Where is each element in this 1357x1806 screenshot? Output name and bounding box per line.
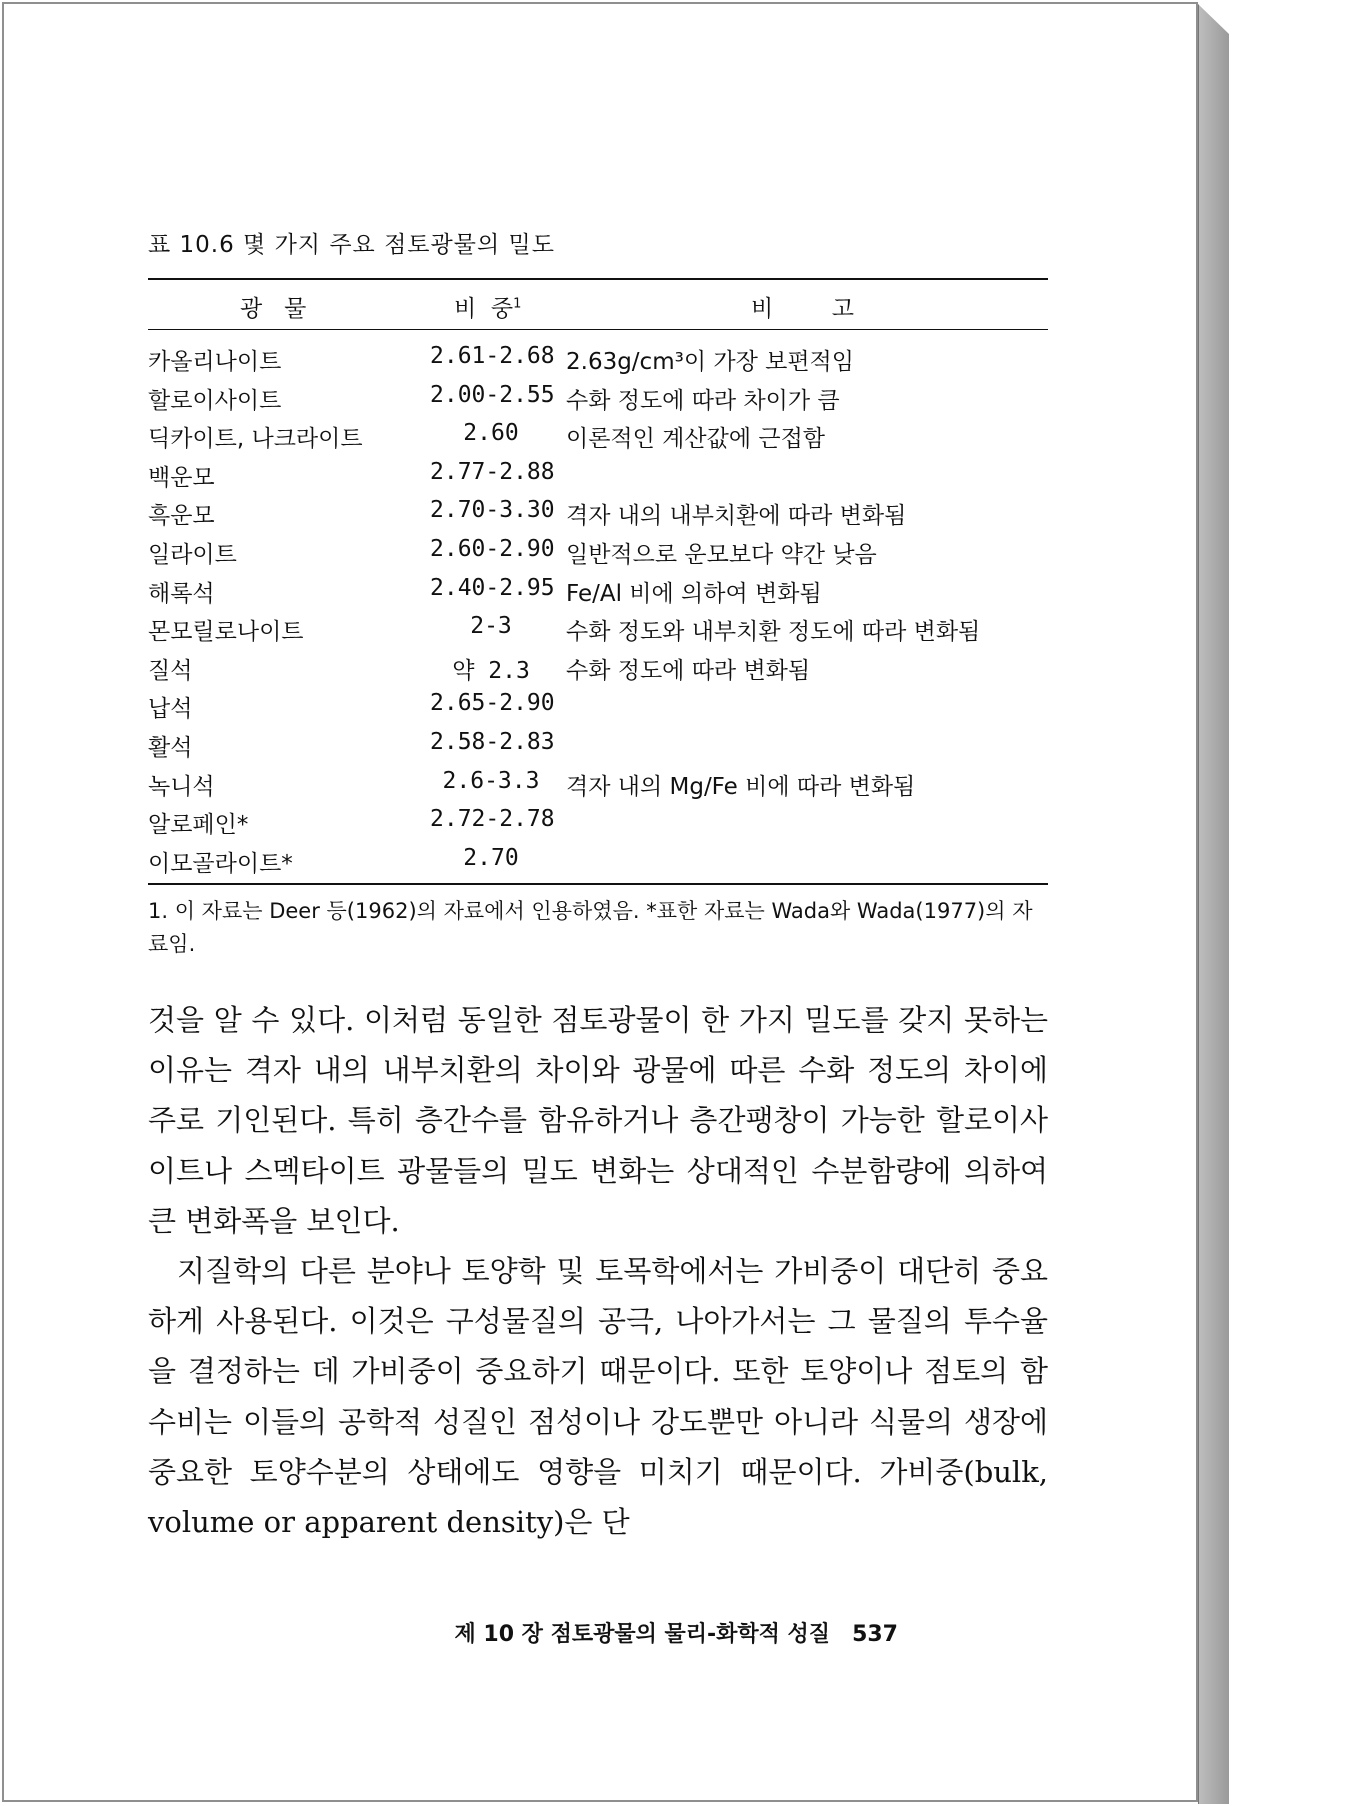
header-mineral: 광 물 bbox=[240, 296, 307, 322]
cell-remarks: 수화 정도에 따라 변화됨 bbox=[566, 657, 811, 684]
table-row bbox=[148, 572, 1048, 611]
cell-mineral: 카올리나이트 bbox=[148, 349, 282, 375]
cell-gravity: 2.70 bbox=[463, 844, 519, 871]
paragraph: 것을 알 수 있다. 이처럼 동일한 점토광물이 한 가지 밀도를 갖지 못하는 이유는 격자 내의 내부치환의 차이와 광물에 따른 수화 정도의 차이에 주로 기인된다. 특히 층간수를 함유하거나 층간팽창이 가능한 할로이사이트나 스멕타이트 광물들의 밀도 변화는 상대적인 수분함량에 의하여 큰 변화폭을 보인다. bbox=[148, 1003, 1048, 1238]
table-body bbox=[148, 340, 1048, 880]
cell-mineral: 해록석 bbox=[148, 580, 215, 607]
page-edge-shadow bbox=[1198, 4, 1229, 1804]
table-row bbox=[148, 417, 1048, 456]
table-row bbox=[148, 765, 1048, 804]
cell-gravity: 2.65-2.90 bbox=[430, 690, 555, 717]
cell-gravity: 2.61-2.68 bbox=[430, 343, 555, 369]
table-row bbox=[148, 533, 1048, 572]
table-row bbox=[148, 379, 1048, 418]
table-row bbox=[148, 687, 1048, 726]
table-row bbox=[148, 494, 1048, 533]
table-header-rule bbox=[148, 329, 1048, 330]
header-gravity-label: 비 중 bbox=[454, 296, 514, 322]
cell-mineral: 녹니석 bbox=[148, 773, 215, 800]
table-top-rule bbox=[148, 278, 1048, 280]
table-row bbox=[148, 842, 1048, 881]
cell-remarks: 수화 정도와 내부치환 정도에 따라 변화됨 bbox=[566, 619, 981, 646]
cell-mineral: 딕카이트, 나크라이트 bbox=[148, 426, 363, 453]
header-gravity-footnote-mark: 1 bbox=[513, 296, 522, 312]
cell-remarks: 수화 정도에 따라 차이가 큼 bbox=[566, 387, 840, 414]
cell-gravity: 2.60-2.90 bbox=[430, 535, 555, 562]
header-gravity bbox=[454, 290, 521, 323]
table-row bbox=[148, 610, 1048, 649]
cell-mineral: 질석 bbox=[148, 657, 193, 684]
cell-gravity: 2.60 bbox=[463, 420, 519, 447]
table-bottom-rule bbox=[148, 883, 1048, 885]
cell-mineral: 흑운모 bbox=[148, 503, 215, 530]
chapter-title: 제 10 장 점토광물의 물리-화학적 성질 bbox=[454, 1622, 831, 1647]
cell-gravity: 2.40-2.95 bbox=[430, 574, 555, 601]
table-row bbox=[148, 456, 1048, 495]
cell-remarks: 격자 내의 내부치환에 따라 변화됨 bbox=[566, 503, 907, 530]
cell-gravity: 2.58-2.83 bbox=[430, 728, 555, 755]
cell-gravity: 약 2.3 bbox=[452, 657, 530, 684]
header-remarks: 비 고 bbox=[751, 296, 854, 322]
table-row bbox=[148, 803, 1048, 842]
table-row bbox=[148, 726, 1048, 765]
page-number: 537 bbox=[852, 1622, 898, 1647]
running-footer bbox=[358, 1617, 898, 1648]
cell-mineral: 알로페인* bbox=[148, 812, 249, 839]
cell-gravity: 2.00-2.55 bbox=[430, 381, 555, 408]
cell-gravity: 2.72-2.78 bbox=[430, 806, 555, 833]
body-text bbox=[148, 995, 1048, 1547]
table-row bbox=[148, 340, 1048, 379]
paragraph: 지질학의 다른 분야나 토양학 및 토목학에서는 가비중이 대단히 중요하게 사용된다. 이것은 구성물질의 공극, 나아가서는 그 물질의 투수율을 결정하는 데 가비중이 중요하기 때문이다. 또한 토양이나 점토의 함수비는 이들의 공학적 성질인 점성이나 강도뿐만 아니라 식물의 생장에 중요한 토양수분의 상태에도 영향을 미치기 때문이다. 가비중(bulk, volume or apparent density)은 단 bbox=[148, 1254, 1048, 1540]
cell-mineral: 몬모릴로나이트 bbox=[148, 619, 304, 646]
cell-mineral: 할로이사이트 bbox=[148, 387, 282, 414]
cell-remarks: 이론적인 계산값에 근접함 bbox=[566, 426, 826, 453]
cell-remarks: Fe/Al 비에 의하여 변화됨 bbox=[566, 580, 822, 607]
cell-gravity: 2.70-3.30 bbox=[430, 497, 555, 524]
cell-mineral: 납석 bbox=[148, 696, 193, 723]
cell-remarks: 일반적으로 운모보다 약간 낮음 bbox=[566, 541, 877, 568]
table-footnote: 1. 이 자료는 Deer 등(1962)의 자료에서 인용하였음. *표한 자료는 Wada와 Wada(1977)의 자료임. bbox=[148, 899, 1033, 956]
cell-remarks: 2.63g/cm³이 가장 보편적임 bbox=[566, 349, 854, 375]
table-title: 표 10.6 몇 가지 주요 점토광물의 밀도 bbox=[148, 232, 555, 258]
cell-remarks: 격자 내의 Mg/Fe 비에 따라 변화됨 bbox=[566, 773, 916, 800]
cell-gravity: 2.77-2.88 bbox=[430, 458, 555, 485]
table-row bbox=[148, 649, 1048, 688]
cell-mineral: 일라이트 bbox=[148, 541, 237, 568]
cell-mineral: 활석 bbox=[148, 734, 193, 761]
cell-gravity: 2.6-3.3 bbox=[442, 767, 540, 794]
cell-gravity: 2-3 bbox=[470, 613, 512, 640]
cell-mineral: 이모골라이트* bbox=[148, 850, 293, 877]
cell-mineral: 백운모 bbox=[148, 464, 215, 491]
